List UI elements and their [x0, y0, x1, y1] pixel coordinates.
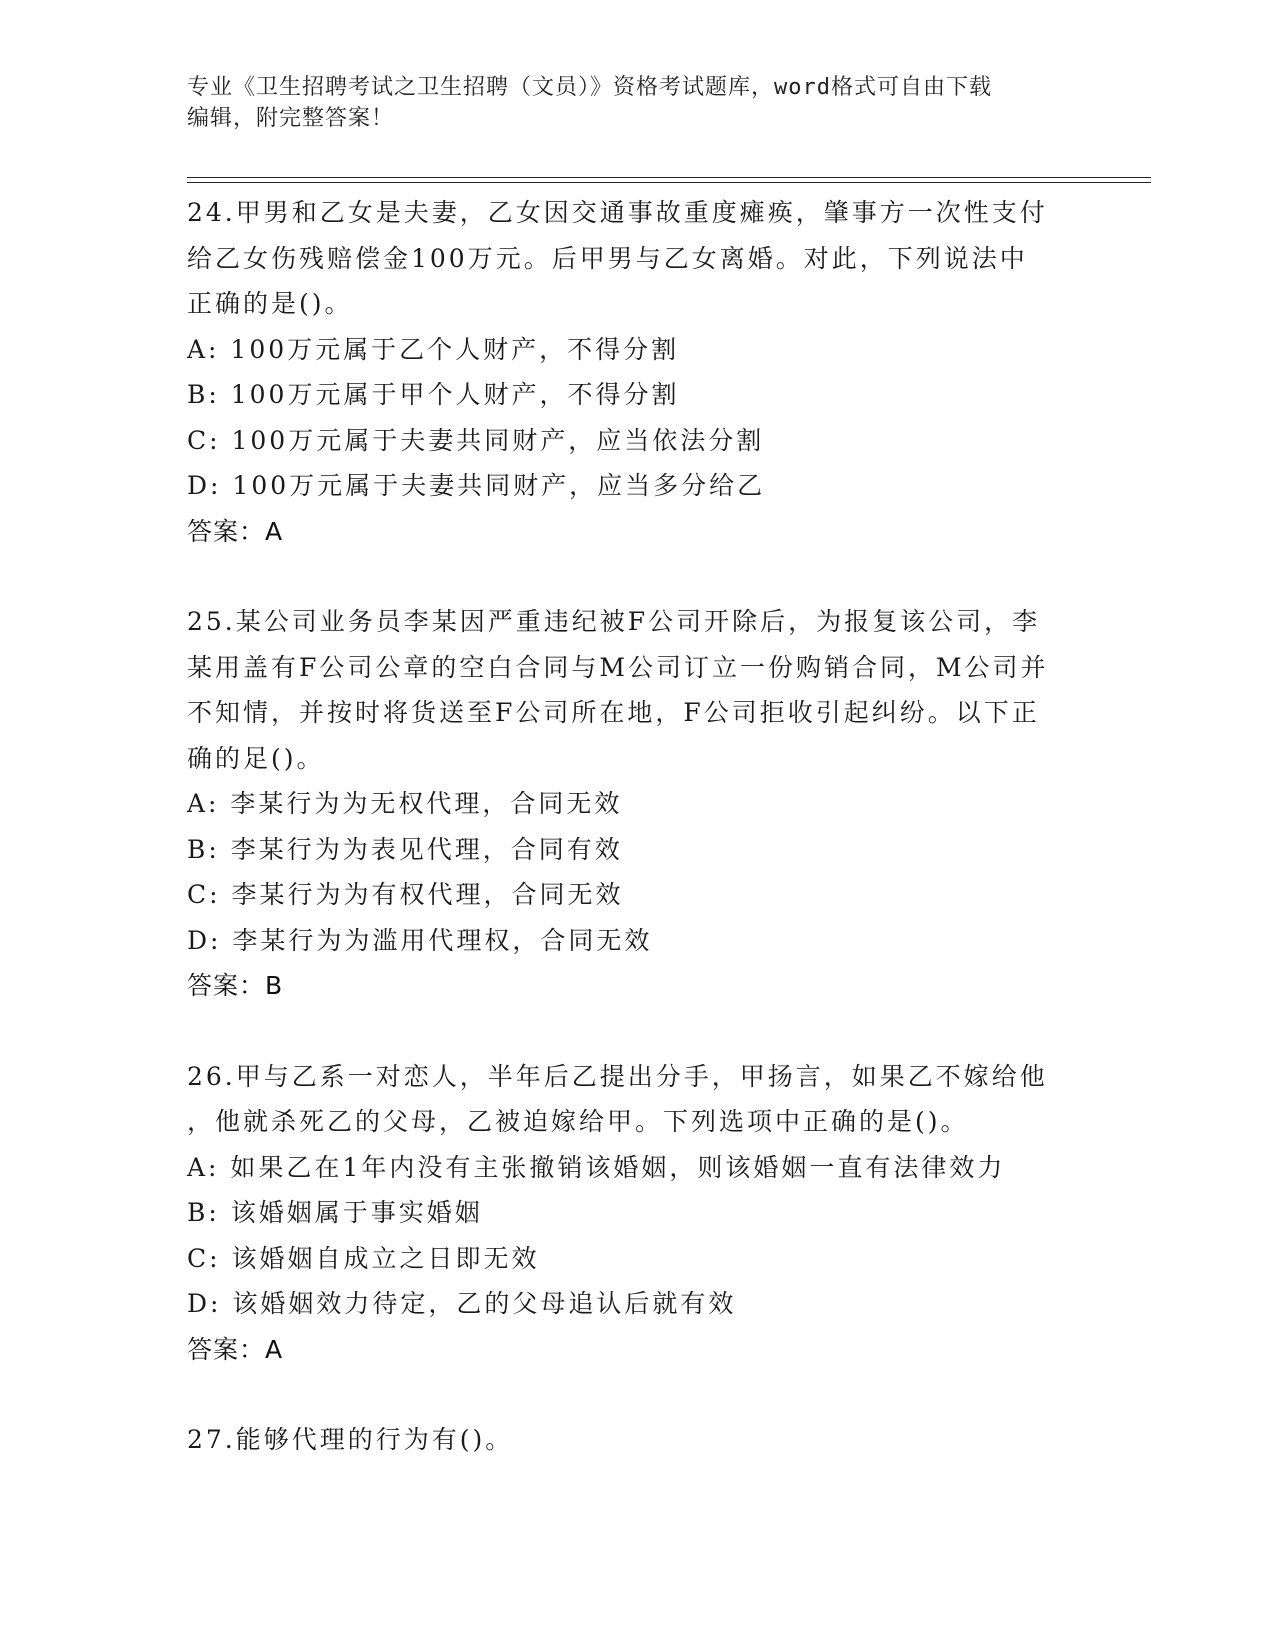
question-stem-line: 27.能够代理的行为有()。 [187, 1425, 514, 1454]
spacer [187, 1009, 1087, 1054]
header-line-1: 专业《卫生招聘考试之卫生招聘（文员）》资格考试题库，word格式可自由下载 [187, 75, 992, 100]
question-stem-line: 不知情，并按时将货送至F公司所在地，F公司拒收引起纠纷。以下正 [187, 698, 1040, 727]
option-a: A: 如果乙在1年内没有主张撤销该婚姻，则该婚姻一直有法律效力 [187, 1152, 1006, 1182]
question-26 [187, 1054, 1087, 1373]
answer-label: 答案：B [187, 971, 284, 1000]
option-b: B: 100万元属于甲个人财产，不得分割 [187, 380, 680, 409]
header-line-2: 编辑，附完整答案！ [187, 106, 395, 131]
option-c: C: 李某行为为有权代理，合同无效 [187, 880, 624, 909]
option-d: D: 李某行为为滥用代理权，合同无效 [187, 925, 653, 955]
spacer [187, 554, 1087, 599]
option-d: D: 100万元属于夫妻共同财产，应当多分给乙 [187, 471, 766, 500]
spacer [187, 1372, 1087, 1417]
option-d: D: 该婚姻效力待定，乙的父母追认后就有效 [187, 1289, 737, 1318]
question-stem-line: 25.某公司业务员李某因严重违纪被F公司开除后，为报复该公司，李 [187, 607, 1041, 636]
header-divider-bottom [187, 182, 1151, 183]
question-stem-line: 某用盖有F公司公章的空白合同与M公司订立一份购销合同，M公司并 [187, 652, 1049, 682]
answer-label: 答案：A [187, 516, 284, 546]
option-b: B: 该婚姻属于事实婚姻 [187, 1198, 483, 1227]
question-27 [187, 1417, 1087, 1463]
option-a: A: 李某行为为无权代理，合同无效 [187, 789, 623, 818]
answer-label: 答案：A [187, 1334, 284, 1364]
question-25 [187, 599, 1087, 1009]
question-stem-line: 给乙女伤残赔偿金100万元。后甲男与乙女离婚。对此，下列说法中 [187, 243, 1028, 273]
header-divider-top [187, 177, 1151, 178]
option-c: C: 该婚姻自成立之日即无效 [187, 1243, 540, 1273]
question-stem-line: 24.甲男和乙女是夫妻，乙女因交通事故重度瘫痪，肇事方一次性支付 [187, 198, 1048, 227]
option-a: A: 100万元属于乙个人财产，不得分割 [187, 334, 680, 364]
question-24 [187, 190, 1087, 554]
question-stem-line: 26.甲与乙系一对恋人，半年后乙提出分手，甲扬言，如果乙不嫁给他 [187, 1061, 1048, 1091]
document-header [187, 72, 1087, 134]
question-stem-line: 正确的是()。 [187, 289, 353, 318]
option-c: C: 100万元属于夫妻共同财产，应当依法分割 [187, 425, 765, 455]
question-list [187, 190, 1087, 1463]
option-b: B: 李某行为为表见代理，合同有效 [187, 834, 623, 864]
question-stem-line: ，他就杀死乙的父母，乙被迫嫁给甲。下列选项中正确的是()。 [187, 1107, 969, 1136]
question-stem-line: 确的足()。 [187, 743, 325, 773]
